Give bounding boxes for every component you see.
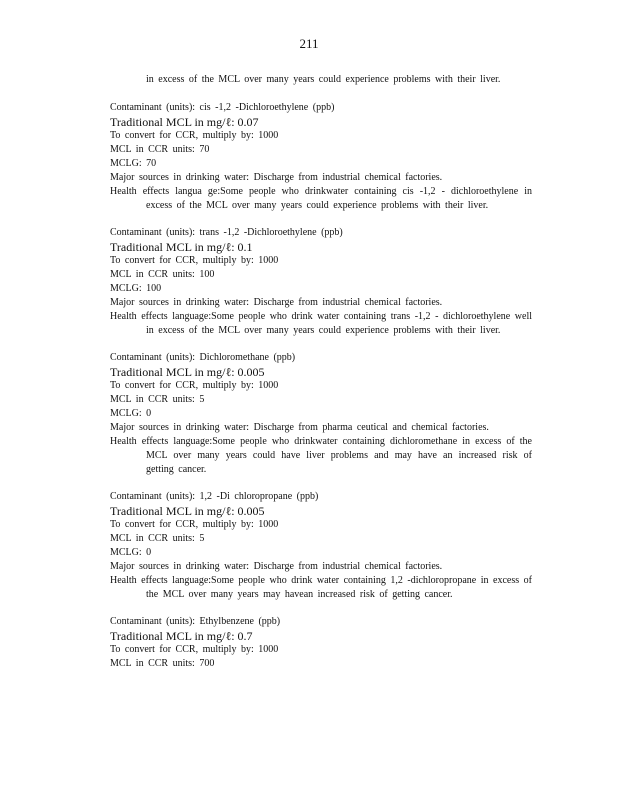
mcl-ccr-units: MCL in CCR units: 70 bbox=[110, 144, 210, 155]
contaminant-name: Contaminant (units): trans -1,2 -Dichloroethylene (ppb) bbox=[110, 227, 343, 238]
mcl-ccr-units: MCL in CCR units: 5 bbox=[110, 533, 205, 544]
major-sources: Major sources in drinking water: Discharge from pharma ceutical and chemical factories. bbox=[110, 422, 489, 433]
contaminant-name: Contaminant (units): cis -1,2 -Dichloroethylene (ppb) bbox=[110, 102, 335, 113]
health-effects: Health effects language:Some people who drink water containing trans -1,2 - dichloroethylene well in excess of the MCL over many years could experience problems with their liver. bbox=[110, 311, 532, 336]
contaminant-entry-dichloromethane bbox=[110, 351, 540, 477]
mclg: MCLG: 100 bbox=[110, 283, 162, 294]
continued-health-text: in excess of the MCL over many years could experience problems with their liver. bbox=[146, 74, 501, 85]
traditional-mcl: Traditional MCL in mg/ℓ: 0.1 bbox=[110, 240, 253, 254]
conversion-factor: To convert for CCR, multiply by: 1000 bbox=[110, 380, 279, 391]
mclg: MCLG: 0 bbox=[110, 547, 152, 558]
mcl-ccr-units: MCL in CCR units: 5 bbox=[110, 394, 205, 405]
contaminant-entry-trans-dichloroethylene bbox=[110, 226, 540, 338]
major-sources: Major sources in drinking water: Discharge from industrial chemical factories. bbox=[110, 297, 443, 308]
health-effects: Health effects language:Some people who drinkwater containing dichloromethane in excess of the MCL over many years could have liver problems and may have an increased risk of getting cancer. bbox=[110, 436, 532, 475]
major-sources: Major sources in drinking water: Discharge from industrial chemical factories. bbox=[110, 172, 443, 183]
major-sources: Major sources in drinking water: Discharge from industrial chemical factories. bbox=[110, 561, 443, 572]
mcl-ccr-units: MCL in CCR units: 100 bbox=[110, 269, 215, 280]
contaminant-entry-cis-dichloroethylene bbox=[110, 101, 540, 213]
mclg: MCLG: 0 bbox=[110, 408, 152, 419]
conversion-factor: To convert for CCR, multiply by: 1000 bbox=[110, 519, 279, 530]
conversion-factor: To convert for CCR, multiply by: 1000 bbox=[110, 130, 279, 141]
contaminant-name: Contaminant (units): Dichloromethane (ppb) bbox=[110, 352, 296, 363]
mclg: MCLG: 70 bbox=[110, 158, 157, 169]
traditional-mcl: Traditional MCL in mg/ℓ: 0.005 bbox=[110, 365, 265, 379]
page-number: 211 bbox=[299, 36, 319, 51]
traditional-mcl: Traditional MCL in mg/ℓ: 0.005 bbox=[110, 504, 265, 518]
health-effects: Health effects langua ge:Some people who drinkwater containing cis -1,2 - dichloroethylene in excess of the MCL over many years could experience problems with their liver. bbox=[110, 186, 532, 211]
mcl-ccr-units: MCL in CCR units: 700 bbox=[110, 658, 215, 669]
traditional-mcl: Traditional MCL in mg/ℓ: 0.7 bbox=[110, 629, 253, 643]
health-effects: Health effects language:Some people who drink water containing 1,2 -dichloropropane in excess of the MCL over many years may havean increased risk of getting cancer. bbox=[110, 575, 532, 600]
contaminant-name: Contaminant (units): Ethylbenzene (ppb) bbox=[110, 616, 281, 627]
document-body bbox=[110, 73, 540, 684]
conversion-factor: To convert for CCR, multiply by: 1000 bbox=[110, 644, 279, 655]
conversion-factor: To convert for CCR, multiply by: 1000 bbox=[110, 255, 279, 266]
traditional-mcl: Traditional MCL in mg/ℓ: 0.07 bbox=[110, 115, 259, 129]
contaminant-entry-dichloropropane bbox=[110, 490, 540, 602]
contaminant-name: Contaminant (units): 1,2 -Di chloropropane (ppb) bbox=[110, 491, 319, 502]
contaminant-entry-ethylbenzene bbox=[110, 615, 540, 671]
